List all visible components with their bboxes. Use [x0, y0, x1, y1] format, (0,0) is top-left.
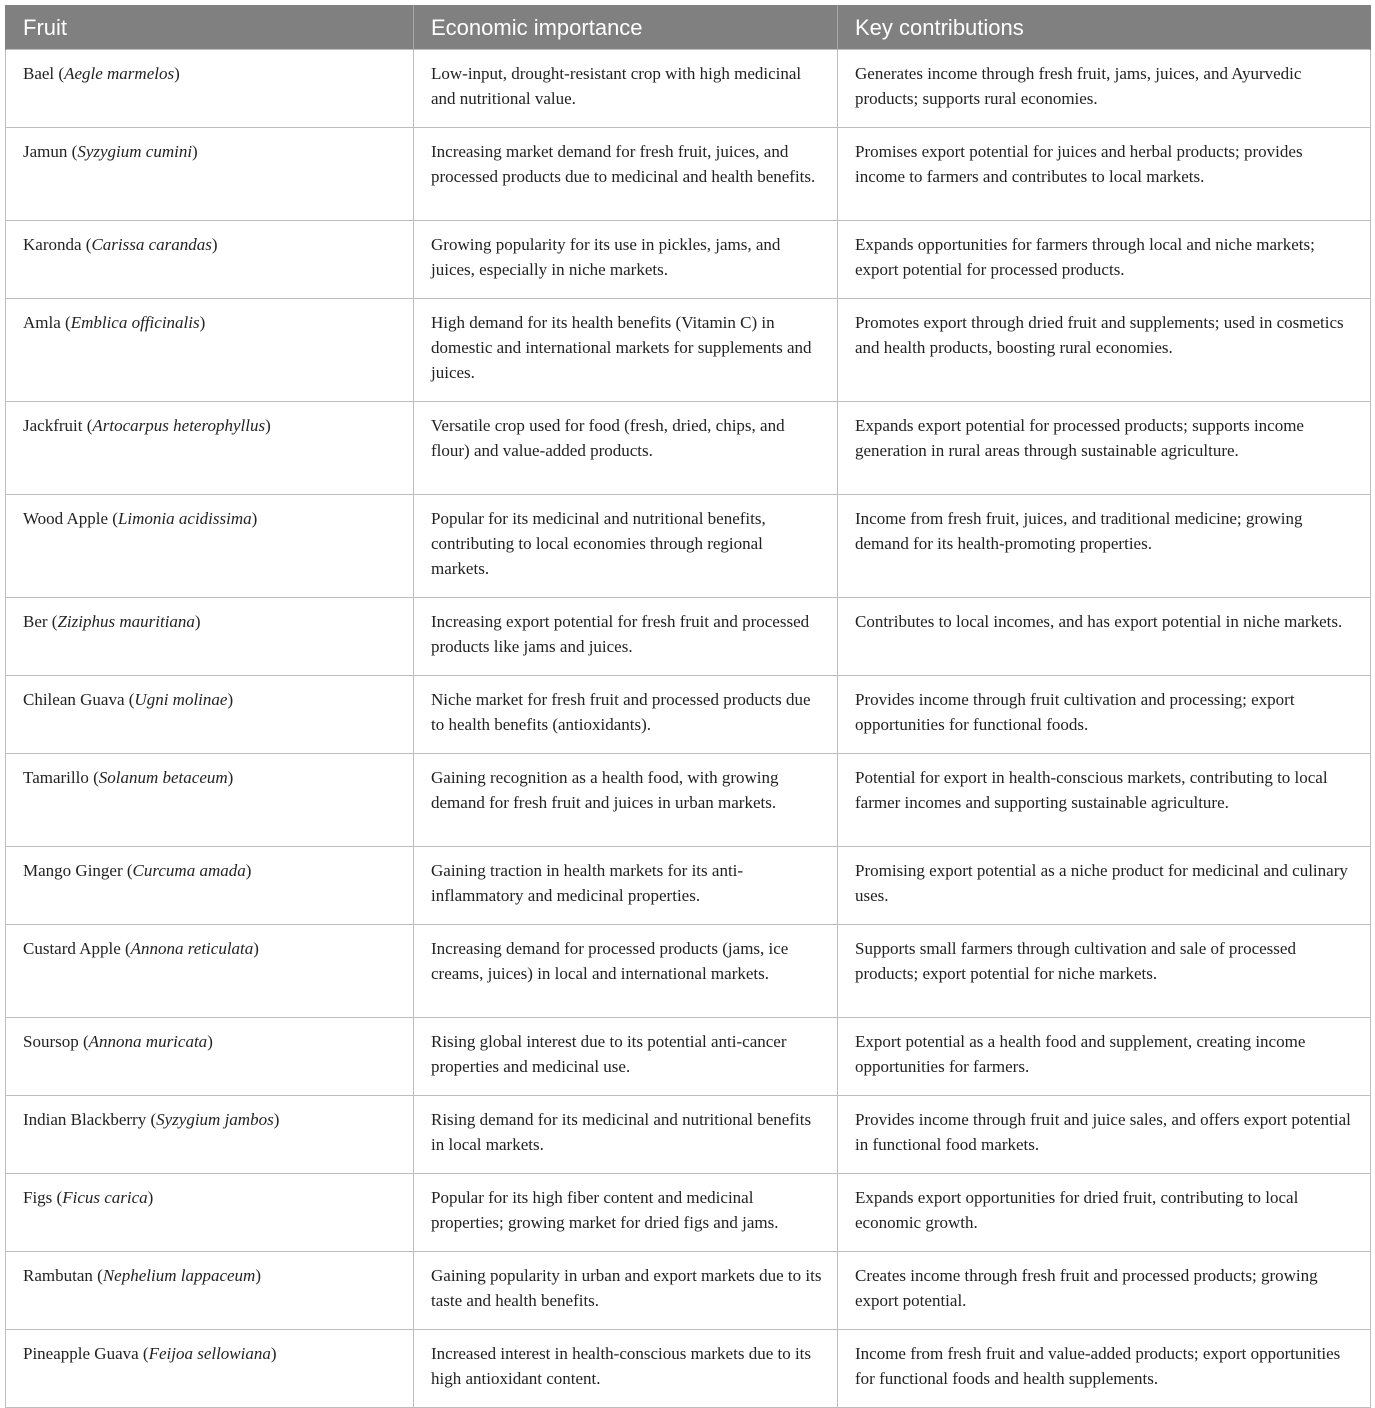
fruit-cell: Jamun (Syzygium cumini): [6, 128, 414, 221]
fruit-common-name: Jackfruit: [23, 416, 83, 435]
key-contributions-cell: Generates income through fresh fruit, jams, juices, and Ayurvedic products; supports rural economies.: [838, 50, 1371, 128]
fruit-economic-table: [5, 5, 1371, 1408]
key-contributions-cell: Expands export potential for processed products; supports income generation in rural areas through sustainable agriculture.: [838, 402, 1371, 495]
table-row: [6, 299, 1371, 402]
fruit-cell: Wood Apple (Limonia acidissima): [6, 495, 414, 598]
fruit-scientific-name: Ziziphus mauritiana: [57, 612, 195, 631]
fruit-scientific-name: Limonia acidissima: [117, 509, 252, 528]
fruit-cell: Custard Apple (Annona reticulata): [6, 925, 414, 1018]
fruit-common-name: Mango Ginger: [23, 861, 123, 880]
economic-importance-cell: Versatile crop used for food (fresh, dried, chips, and flour) and value-added products.: [414, 402, 838, 495]
table-row: [6, 495, 1371, 598]
fruit-common-name: Amla: [23, 313, 61, 332]
economic-importance-cell: Increased interest in health-conscious markets due to its high antioxidant content.: [414, 1330, 838, 1408]
fruit-scientific-name: Carissa carandas: [91, 235, 212, 254]
table-row: [6, 402, 1371, 495]
table-row: [6, 676, 1371, 754]
economic-importance-cell: Popular for its high fiber content and medicinal properties; growing market for dried figs and jams.: [414, 1174, 838, 1252]
fruit-scientific-name: Ficus carica: [62, 1188, 148, 1207]
table-row: [6, 754, 1371, 847]
fruit-scientific-name: Syzygium cumini: [77, 142, 193, 161]
fruit-common-name: Ber: [23, 612, 48, 631]
table-row: [6, 847, 1371, 925]
fruit-common-name: Karonda: [23, 235, 82, 254]
fruit-scientific-name: Artocarpus heterophyllus: [92, 416, 266, 435]
key-contributions-cell: Income from fresh fruit, juices, and traditional medicine; growing demand for its health-promoting properties.: [838, 495, 1371, 598]
economic-importance-cell: Niche market for fresh fruit and processed products due to health benefits (antioxidants).: [414, 676, 838, 754]
fruit-common-name: Chilean Guava: [23, 690, 125, 709]
fruit-common-name: Figs: [23, 1188, 53, 1207]
fruit-common-name: Indian Blackberry: [23, 1110, 147, 1129]
fruit-cell: Chilean Guava (Ugni molinae): [6, 676, 414, 754]
fruit-cell: Karonda (Carissa carandas): [6, 221, 414, 299]
economic-importance-cell: Increasing demand for processed products (jams, ice creams, juices) in local and international markets.: [414, 925, 838, 1018]
header-economic-importance: Economic importance: [414, 5, 838, 50]
fruit-cell: Soursop (Annona muricata): [6, 1018, 414, 1096]
key-contributions-cell: Creates income through fresh fruit and processed products; growing export potential.: [838, 1252, 1371, 1330]
header-fruit: Fruit: [6, 5, 414, 50]
key-contributions-cell: Provides income through fruit cultivation and processing; export opportunities for functional foods.: [838, 676, 1371, 754]
table-row: [6, 128, 1371, 221]
economic-importance-cell: Growing popularity for its use in pickles, jams, and juices, especially in niche markets.: [414, 221, 838, 299]
key-contributions-cell: Potential for export in health-conscious markets, contributing to local farmer incomes and supporting sustainable agriculture.: [838, 754, 1371, 847]
table-row: [6, 1330, 1371, 1408]
fruit-scientific-name: Syzygium jambos: [156, 1110, 274, 1129]
economic-importance-cell: Gaining recognition as a health food, with growing demand for fresh fruit and juices in urban markets.: [414, 754, 838, 847]
fruit-cell: Tamarillo (Solanum betaceum): [6, 754, 414, 847]
table-row: [6, 1018, 1371, 1096]
fruit-common-name: Wood Apple: [23, 509, 109, 528]
fruit-cell: Figs (Ficus carica): [6, 1174, 414, 1252]
fruit-cell: Bael (Aegle marmelos): [6, 50, 414, 128]
table-row: [6, 1096, 1371, 1174]
fruit-scientific-name: Curcuma amada: [132, 861, 246, 880]
table-row: [6, 221, 1371, 299]
fruit-scientific-name: Feijoa sellowiana: [148, 1344, 271, 1363]
fruit-cell: Amla (Emblica officinalis): [6, 299, 414, 402]
fruit-cell: Jackfruit (Artocarpus heterophyllus): [6, 402, 414, 495]
fruit-scientific-name: Aegle marmelos: [64, 64, 175, 83]
fruit-common-name: Soursop: [23, 1032, 79, 1051]
key-contributions-cell: Export potential as a health food and supplement, creating income opportunities for farmers.: [838, 1018, 1371, 1096]
fruit-common-name: Tamarillo: [23, 768, 89, 787]
table-row: [6, 1252, 1371, 1330]
economic-importance-cell: Rising demand for its medicinal and nutritional benefits in local markets.: [414, 1096, 838, 1174]
key-contributions-cell: Promotes export through dried fruit and supplements; used in cosmetics and health products, boosting rural economies.: [838, 299, 1371, 402]
economic-importance-cell: Rising global interest due to its potential anti-cancer properties and medicinal use.: [414, 1018, 838, 1096]
fruit-scientific-name: Annona reticulata: [130, 939, 254, 958]
header-row: [6, 5, 1371, 50]
header-key-contributions: Key contributions: [838, 5, 1371, 50]
key-contributions-cell: Supports small farmers through cultivation and sale of processed products; export potential for niche markets.: [838, 925, 1371, 1018]
economic-importance-cell: Gaining traction in health markets for its anti-inflammatory and medicinal properties.: [414, 847, 838, 925]
fruit-common-name: Custard Apple: [23, 939, 121, 958]
key-contributions-cell: Expands opportunities for farmers through local and niche markets; export potential for processed products.: [838, 221, 1371, 299]
economic-importance-cell: Increasing export potential for fresh fruit and processed products like jams and juices.: [414, 598, 838, 676]
key-contributions-cell: Promising export potential as a niche product for medicinal and culinary uses.: [838, 847, 1371, 925]
fruit-scientific-name: Emblica officinalis: [70, 313, 200, 332]
economic-importance-cell: High demand for its health benefits (Vitamin C) in domestic and international markets for supplements and juices.: [414, 299, 838, 402]
economic-importance-cell: Popular for its medicinal and nutritional benefits, contributing to local economies through regional markets.: [414, 495, 838, 598]
fruit-cell: Indian Blackberry (Syzygium jambos): [6, 1096, 414, 1174]
fruit-common-name: Bael: [23, 64, 55, 83]
fruit-cell: Rambutan (Nephelium lappaceum): [6, 1252, 414, 1330]
fruit-cell: Mango Ginger (Curcuma amada): [6, 847, 414, 925]
economic-importance-cell: Low-input, drought-resistant crop with high medicinal and nutritional value.: [414, 50, 838, 128]
table-row: [6, 1174, 1371, 1252]
fruit-scientific-name: Annona muricata: [88, 1032, 208, 1051]
table-header: [6, 5, 1371, 50]
table-body: [6, 50, 1371, 1408]
fruit-cell: Pineapple Guava (Feijoa sellowiana): [6, 1330, 414, 1408]
key-contributions-cell: Expands export opportunities for dried fruit, contributing to local economic growth.: [838, 1174, 1371, 1252]
table-row: [6, 598, 1371, 676]
key-contributions-cell: Income from fresh fruit and value-added products; export opportunities for functional foods and health supplements.: [838, 1330, 1371, 1408]
key-contributions-cell: Provides income through fruit and juice sales, and offers export potential in functional food markets.: [838, 1096, 1371, 1174]
fruit-table-container: [5, 5, 1370, 1408]
economic-importance-cell: Gaining popularity in urban and export markets due to its taste and health benefits.: [414, 1252, 838, 1330]
fruit-common-name: Jamun: [23, 142, 68, 161]
fruit-scientific-name: Ugni molinae: [134, 690, 228, 709]
fruit-common-name: Pineapple Guava: [23, 1344, 139, 1363]
table-row: [6, 925, 1371, 1018]
fruit-scientific-name: Nephelium lappaceum: [102, 1266, 256, 1285]
economic-importance-cell: Increasing market demand for fresh fruit, juices, and processed products due to medicinal and health benefits.: [414, 128, 838, 221]
key-contributions-cell: Promises export potential for juices and herbal products; provides income to farmers and contributes to local markets.: [838, 128, 1371, 221]
table-row: [6, 50, 1371, 128]
key-contributions-cell: Contributes to local incomes, and has export potential in niche markets.: [838, 598, 1371, 676]
fruit-scientific-name: Solanum betaceum: [98, 768, 228, 787]
fruit-cell: Ber (Ziziphus mauritiana): [6, 598, 414, 676]
fruit-common-name: Rambutan: [23, 1266, 93, 1285]
